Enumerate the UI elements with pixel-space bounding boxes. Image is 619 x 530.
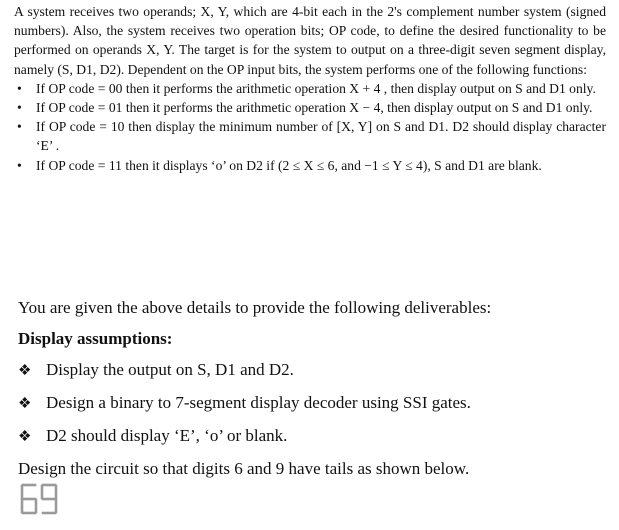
display-assumptions-heading: Display assumptions: bbox=[18, 329, 173, 348]
deliverables-section bbox=[18, 292, 608, 484]
deliverable-item bbox=[18, 387, 608, 420]
op-code-text: If OP code = 01 then it performs the arithmetic operation X − 4, then display output on S and D1 only. bbox=[36, 100, 593, 116]
deliverables-intro: You are given the above details to provide the following deliverables: bbox=[18, 298, 492, 317]
diamond-bullet-icon: ❖ bbox=[18, 396, 32, 412]
bullet-icon: • bbox=[17, 157, 22, 173]
seven-segment-digit-9 bbox=[42, 485, 56, 513]
op-code-item-11 bbox=[14, 156, 606, 175]
bullet-icon: • bbox=[17, 119, 22, 135]
deliverable-text: Display the output on S, D1 and D2. bbox=[46, 360, 294, 379]
deliverable-text: Design a binary to 7-segment display decoder using SSI gates. bbox=[46, 393, 471, 412]
deliverable-text: D2 should display ‘E’, ‘o’ or blank. bbox=[46, 426, 288, 445]
op-code-item-01 bbox=[14, 98, 606, 117]
op-code-text: If OP code = 00 then it performs the arithmetic operation X + 4 , then display output on S and D1 only. bbox=[36, 80, 596, 96]
closing-sentence: Design the circuit so that digits 6 and 9 have tails as shown below. bbox=[18, 459, 470, 478]
op-code-text: If OP code = 11 then it displays ‘o’ on D2 if (2 ≤ X ≤ 6, and −1 ≤ Y ≤ 4), S and D1 are blank. bbox=[36, 157, 542, 173]
op-code-list bbox=[14, 79, 606, 175]
seven-segment-digit-6 bbox=[22, 485, 36, 513]
deliverable-item bbox=[18, 354, 608, 387]
diamond-bullet-icon: ❖ bbox=[18, 363, 32, 379]
op-code-item-00 bbox=[14, 79, 606, 98]
bullet-icon: • bbox=[17, 100, 22, 116]
problem-statement bbox=[14, 2, 606, 175]
op-code-item-10 bbox=[14, 117, 606, 155]
bullet-icon: • bbox=[17, 80, 22, 96]
seven-segment-69-figure bbox=[20, 482, 60, 516]
diamond-bullet-icon: ❖ bbox=[18, 429, 32, 445]
intro-paragraph: A system receives two operands; X, Y, which are 4-bit each in the 2's complement number system (signed numbers). Also, the system receives two operation bits; OP code, to define the desired functionality to be performed on operands X, Y. The target is for the system to output on a three-digit seven segment display, namely (S, D1, D2). Dependent on the OP input bits, the system performs one of the following functions: bbox=[14, 4, 606, 77]
deliverable-item bbox=[18, 420, 608, 453]
op-code-text: If OP code = 10 then display the minimum number of [X, Y] on S and D1. D2 should display character ‘E’ . bbox=[36, 119, 606, 154]
